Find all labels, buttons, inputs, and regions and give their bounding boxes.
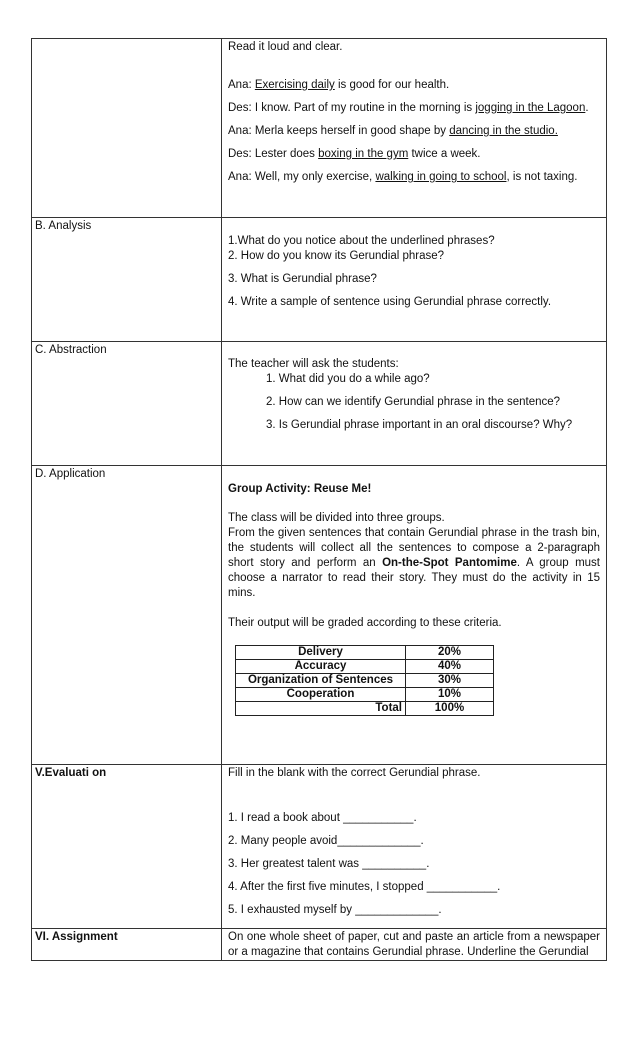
activity-title: Group Activity: Reuse Me! [228,483,372,495]
application-content-cell [222,466,607,765]
motivation-label-cell [32,39,222,218]
dialogue-line: Ana: Well, my only exercise, walking in going to school, is not taxing. [228,171,578,183]
assignment-row [32,929,607,961]
evaluation-item: 3. Her greatest talent was __________. [228,858,430,870]
analysis-question: 4. Write a sample of sentence using Gerundial phrase correctly. [228,296,552,308]
analysis-question: 3. What is Gerundial phrase? [228,273,377,285]
criteria-total-row: Total 100% [236,702,494,716]
evaluation-row [32,765,607,929]
criteria-intro: Their output will be graded according to these criteria. [228,617,502,629]
analysis-content-cell [222,218,607,342]
dialogue-line: Des: I know. Part of my routine in the morning is jogging in the Lagoon. [228,102,589,114]
evaluation-content-cell [222,765,607,929]
criteria-row: Accuracy 40% [236,660,494,674]
activity-paragraph: The class will be divided into three groups. [228,512,445,524]
analysis-question: 2. How do you know its Gerundial phrase? [228,250,445,262]
evaluation-item: 2. Many people avoid_____________. [228,835,424,847]
analysis-row [32,218,607,342]
criteria-row: Delivery 20% [236,646,494,660]
abstraction-content-cell [222,342,607,466]
evaluation-item: 1. I read a book about ___________. [228,812,417,824]
abstraction-question: 2. How can we identify Gerundial phrase in the sentence? [266,396,561,408]
activity-paragraph: From the given sentences that contain Gerundial phrase in the trash bin, the students will collect all the sentences to compose a 2-paragraph short story and perform an On-the-Spot Pantomime. A group must choose a narrator to read their story. They must do the activity in 15 mins. [228,527,600,599]
abstraction-row [32,342,607,466]
criteria-row: Organization of Sentences 30% [236,674,494,688]
assignment-content-cell [222,929,607,961]
lesson-plan-table [31,38,607,961]
analysis-label: B. Analysis [32,218,222,342]
motivation-row [32,39,607,218]
assignment-text: On one whole sheet of paper, cut and paste an article from a newspaper or a magazine that contains Gerundial phrase. Underline the Gerundial [228,931,600,958]
abstraction-intro: The teacher will ask the students: [228,358,399,370]
dialogue-line: Des: Lester does boxing in the gym twice a week. [228,148,481,160]
evaluation-label: V.Evaluati on [32,765,222,929]
dialogue-line: Ana: Merla keeps herself in good shape by dancing in the studio. [228,125,558,137]
abstraction-question: 3. Is Gerundial phrase important in an oral discourse? Why? [266,419,573,431]
read-instruction: Read it loud and clear. [228,41,343,53]
assignment-label: VI. Assignment [32,929,222,961]
criteria-table [235,645,494,716]
application-label: D. Application [32,466,222,765]
criteria-row: Cooperation 10% [236,688,494,702]
analysis-question: 1.What do you notice about the underlined phrases? [228,235,495,247]
evaluation-item: 4. After the first five minutes, I stopped ___________. [228,881,501,893]
abstraction-label: C. Abstraction [32,342,222,466]
application-row [32,466,607,765]
dialogue-line: Ana: Exercising daily is good for our health. [228,79,450,91]
motivation-content-cell [222,39,607,218]
evaluation-item: 5. I exhausted myself by _____________. [228,904,442,916]
abstraction-question: 1. What did you do a while ago? [266,373,430,385]
evaluation-instruction: Fill in the blank with the correct Gerundial phrase. [228,767,481,779]
